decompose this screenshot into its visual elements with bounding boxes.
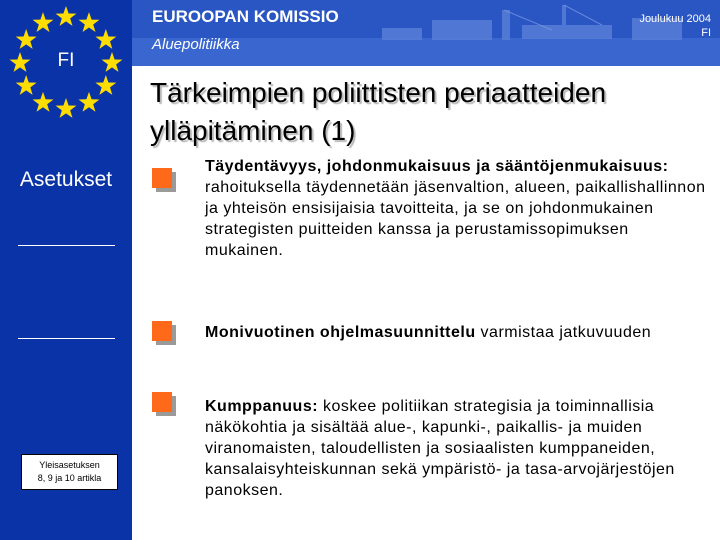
item-text: koskee politiikan strategisia ja toiminnallisia näkökohtia ja sisältää alue-, kapunki-, paikallis- ja muiden viranomaisten, taloudellisten ja sosiaalisten kumppaneiden, kansalaisyhteiskunnan sekä ympäristö- ja tasa-arvojärjestöjen panoksen.	[205, 398, 675, 499]
star-icon	[79, 12, 100, 32]
item-heading: Täydentävyys, johdonmukaisuus ja sääntöjenmukaisuus:	[205, 158, 669, 175]
star-icon	[16, 29, 37, 49]
reference-line: Yleisasetuksen	[39, 460, 100, 470]
sidebar	[0, 0, 132, 540]
star-icon	[79, 92, 100, 112]
header-date: Joulukuu 2004	[639, 13, 711, 25]
header-meta	[639, 12, 711, 40]
divider	[18, 245, 115, 246]
bullet-icon	[152, 321, 176, 345]
item-text: rahoituksella täydennetään jäsenvaltion, alueen, paikallishallinnon ja yhteisön ensisijaisia tavoitteita, ja se on johdonmukainen strategisten puitteiden kanssa ja perustamissopimuksen mukainen.	[205, 179, 706, 259]
star-icon	[56, 6, 77, 26]
reference-box	[21, 454, 118, 490]
star-icon	[33, 92, 54, 112]
item-heading: Kumppanuus:	[205, 398, 319, 415]
country-code: FI	[57, 50, 75, 71]
header-subtitle: Aluepolitiikka	[152, 36, 240, 53]
org-name: EUROOPAN KOMISSIO	[152, 7, 339, 26]
header-titles	[152, 6, 339, 53]
section-title: Asetukset	[19, 168, 113, 191]
star-icon	[56, 98, 77, 118]
list-item	[205, 156, 710, 261]
star-icon	[33, 12, 54, 32]
star-icon	[95, 75, 116, 95]
reference-line: 8, 9 ja 10 artikla	[37, 473, 102, 483]
bullet-icon	[152, 168, 176, 192]
star-icon	[95, 29, 116, 49]
item-heading: Monivuotinen ohjelmasuunnittelu	[205, 324, 476, 341]
bullet-icon	[152, 392, 176, 416]
item-text: varmistaa jatkuvuuden	[475, 324, 652, 341]
list-item	[205, 322, 710, 343]
list-item	[205, 396, 710, 501]
star-icon	[16, 75, 37, 95]
slide-title: Tärkeimpien poliittisten periaatteiden ylläpitäminen (1)	[150, 77, 607, 146]
divider	[18, 338, 115, 339]
header-language: FI	[701, 27, 711, 39]
